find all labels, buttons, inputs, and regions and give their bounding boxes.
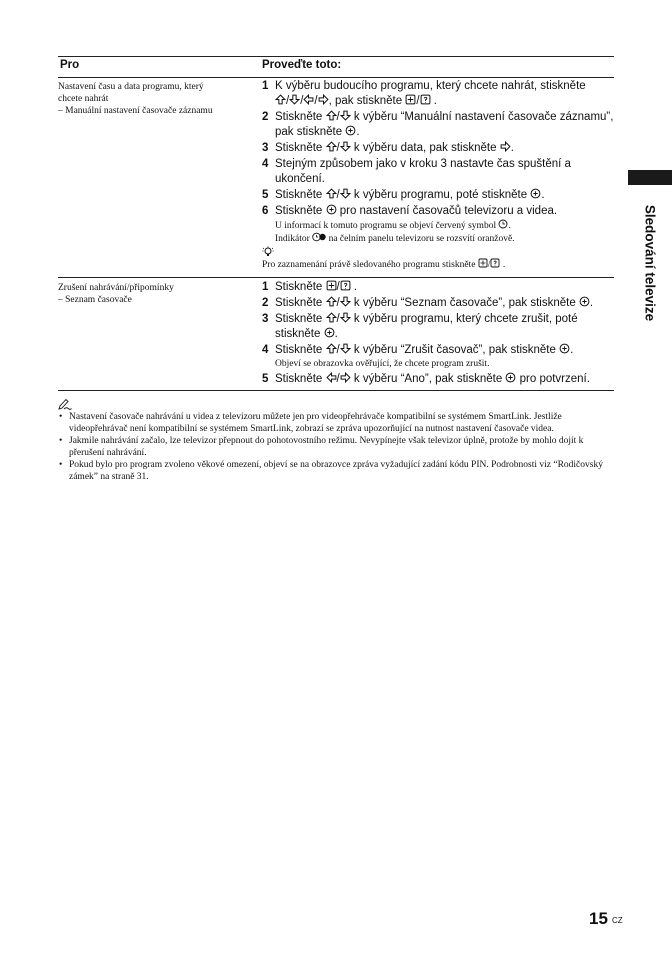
step-number: 2 <box>262 297 269 309</box>
arrow-up-icon <box>326 188 337 199</box>
lightbulb-hint-icon <box>262 246 274 258</box>
note-pencil-icon <box>58 398 72 410</box>
arrow-down-icon <box>289 94 300 105</box>
info-icon <box>340 280 351 291</box>
row-2-steps <box>262 280 614 387</box>
list-item: • Nastavení časovače nahrávání u videa z televizoru můžete jen pro videopřehrávače kompatibilní se systémem SmartLink. Jestliže videopřehrávač není kompatibilní se systémem SmartLink, zobrazí se zpráva upozorňující na nutnost nastavení časovače videa. <box>58 412 614 435</box>
row-1-label-line: Nastavení času a data programu, který <box>58 82 204 92</box>
step-text: Stiskněte / k výběru “Ano”, pak stiskněte pro potvrzení. <box>275 373 590 385</box>
arrow-right-icon <box>318 94 329 105</box>
step-text: Stiskněte / k výběru programu, který chcete zrušit, poté stiskněte . <box>275 313 578 340</box>
timer-clock-icon <box>498 219 508 229</box>
step <box>262 188 614 203</box>
row-2-label-line: Zrušení nahrávání/připomínky <box>58 283 174 293</box>
hint-box: Pro zaznamenání právě sledovaného programu stiskněte / . <box>262 246 614 271</box>
row-2-label <box>58 282 248 306</box>
row-1-label <box>58 81 248 117</box>
ok-button-icon <box>345 125 356 136</box>
step-text: Stiskněte / k výběru “Manuální nastavení časovače záznamu”, pak stiskněte . <box>275 111 614 138</box>
step-text: Stiskněte / k výběru data, pak stiskněte . <box>275 142 514 154</box>
step-number: 3 <box>262 313 269 325</box>
step-4-note: Objeví se obrazovka ověřující, že chcete program zrušit. <box>275 359 490 369</box>
timer-lamp-icon <box>312 232 326 242</box>
info-icon <box>490 258 500 268</box>
ok-button-icon <box>559 343 570 354</box>
step-number: 2 <box>262 111 269 123</box>
list-item: • Jakmile nahrávání začalo, lze televizor přepnout do pohotovostního režimu. Nevypínejte však televizor úplně, protože by mohlo dojít k přerušení nahrávání. <box>58 436 614 459</box>
arrow-down-icon <box>340 141 351 152</box>
step <box>262 110 614 140</box>
step-number: 5 <box>262 189 269 201</box>
ok-button-icon <box>324 327 335 338</box>
arrow-up-icon <box>326 141 337 152</box>
arrow-up-icon <box>326 110 337 121</box>
step-number: 4 <box>262 158 269 170</box>
list-item: • Pokud bylo pro program zvoleno věkové omezení, objeví se na obrazovce zpráva vyžadující zadání kódu PIN. Podrobnosti viz “Rodičovský zámek” na straně 31. <box>58 460 614 483</box>
step-number: 1 <box>262 80 269 92</box>
step-6-note: U informací k tomuto programu se objeví červený symbol . Indikátor na čelním panelu televizoru se rozsvítí oranžově. <box>275 221 515 244</box>
guide-icon <box>326 280 337 291</box>
step <box>262 372 614 387</box>
arrow-up-icon <box>326 296 337 307</box>
arrow-left-icon <box>303 94 314 105</box>
arrow-right-icon <box>340 372 351 383</box>
ok-button-icon <box>579 296 590 307</box>
table-top-rule <box>58 56 614 57</box>
row-1-label-line: chcete nahrát <box>58 94 109 104</box>
step-number: 4 <box>262 344 269 356</box>
step <box>262 79 614 109</box>
arrow-left-icon <box>326 372 337 383</box>
step <box>262 141 614 156</box>
guide-icon <box>478 258 488 268</box>
step <box>262 296 614 311</box>
guide-icon <box>405 94 416 105</box>
step-number: 6 <box>262 205 269 217</box>
step-text: Stiskněte / k výběru “Seznam časovače”, pak stiskněte . <box>275 297 594 309</box>
notes-list <box>58 412 614 483</box>
arrow-down-icon <box>340 188 351 199</box>
arrow-down-icon <box>340 343 351 354</box>
column-header-proveďte: Proveďte toto: <box>262 59 342 71</box>
step-number: 5 <box>262 373 269 385</box>
section-tab-marker <box>628 170 672 185</box>
row-1-label-line: – Manuální nastavení časovače záznamu <box>58 106 213 116</box>
column-header-pro: Pro <box>60 59 80 71</box>
step-number: 1 <box>262 281 269 293</box>
ok-button-icon <box>326 204 337 215</box>
step <box>262 343 614 358</box>
page-language-code: CZ <box>612 916 623 925</box>
arrow-down-icon <box>340 312 351 323</box>
table-bottom-rule <box>58 390 614 391</box>
page-number: 15 <box>589 909 608 928</box>
step <box>262 280 614 295</box>
section-side-label: Sledování televize <box>642 204 658 322</box>
step-number: 3 <box>262 142 269 154</box>
step-text: Stiskněte / k výběru programu, poté stiskněte . <box>275 189 545 201</box>
step-text: Stiskněte / k výběru “Zrušit časovač”, pak stiskněte . <box>275 344 574 356</box>
step <box>262 157 614 187</box>
step-text: K výběru budoucího programu, který chcete nahrát, stiskněte / / / , pak stiskněte / . <box>275 80 586 107</box>
step <box>262 312 614 342</box>
row-1-steps <box>262 79 614 271</box>
step-text: Stiskněte / . <box>275 281 358 293</box>
arrow-down-icon <box>340 110 351 121</box>
arrow-up-icon <box>275 94 286 105</box>
header-rule <box>58 77 614 78</box>
step <box>262 204 614 219</box>
ok-button-icon <box>505 372 516 383</box>
step-text: Stiskněte pro nastavení časovačů televizoru a videa. <box>275 205 558 217</box>
row-2-label-line: – Seznam časovače <box>58 295 132 305</box>
info-icon <box>420 94 431 105</box>
arrow-down-icon <box>340 296 351 307</box>
step-text: Stejným způsobem jako v kroku 3 nastavte čas spuštění a ukončení. <box>275 158 571 185</box>
notes-section <box>58 398 614 484</box>
arrow-up-icon <box>326 312 337 323</box>
row-rule <box>58 277 614 278</box>
arrow-right-icon <box>500 141 511 152</box>
ok-button-icon <box>530 188 541 199</box>
arrow-up-icon <box>326 343 337 354</box>
